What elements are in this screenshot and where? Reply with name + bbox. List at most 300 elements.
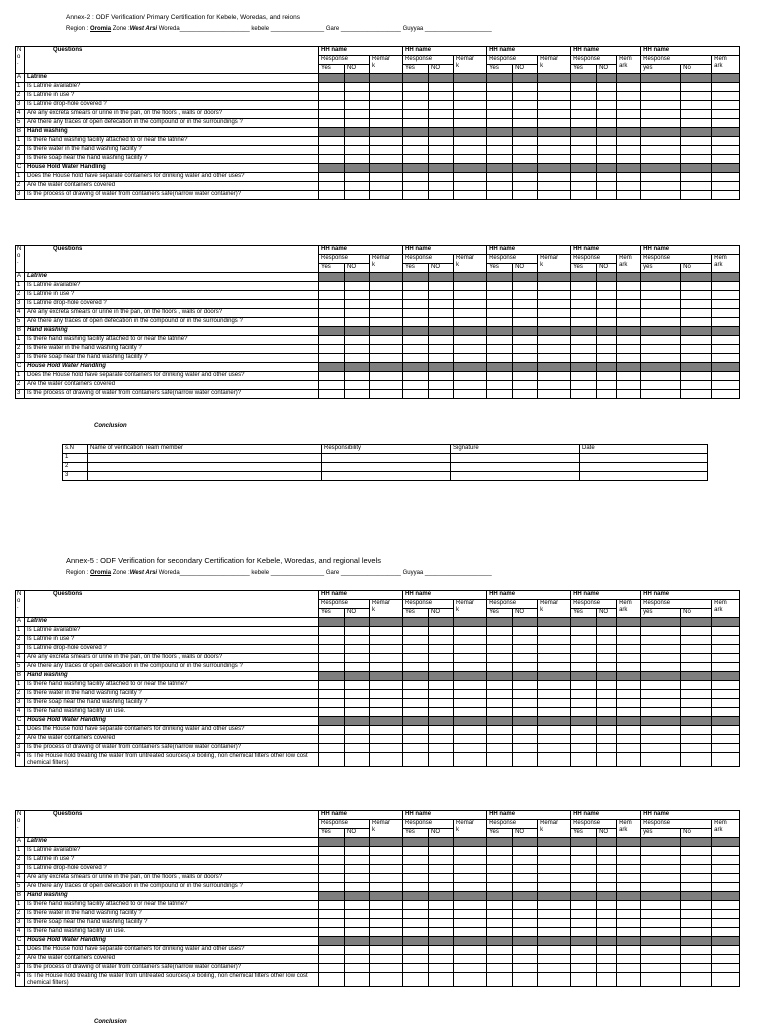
no-cell[interactable] bbox=[429, 744, 454, 753]
yes-cell[interactable] bbox=[641, 856, 681, 865]
yes-cell[interactable] bbox=[571, 119, 597, 128]
remark-cell[interactable] bbox=[454, 699, 487, 708]
no-cell[interactable] bbox=[681, 282, 712, 291]
no-cell[interactable] bbox=[429, 645, 454, 654]
no-cell[interactable] bbox=[681, 856, 712, 865]
no-cell[interactable] bbox=[345, 910, 370, 919]
yes-cell[interactable] bbox=[319, 381, 345, 390]
remark-cell[interactable] bbox=[617, 928, 641, 937]
remark-cell[interactable] bbox=[454, 300, 487, 309]
no-cell[interactable] bbox=[429, 318, 454, 327]
yes-cell[interactable] bbox=[319, 345, 345, 354]
remark-cell[interactable] bbox=[454, 690, 487, 699]
remark-cell[interactable] bbox=[370, 753, 403, 767]
remark-cell[interactable] bbox=[370, 381, 403, 390]
remark-cell[interactable] bbox=[454, 345, 487, 354]
no-cell[interactable] bbox=[345, 919, 370, 928]
remark-cell[interactable] bbox=[538, 345, 571, 354]
no-cell[interactable] bbox=[345, 865, 370, 874]
remark-cell[interactable] bbox=[370, 874, 403, 883]
no-cell[interactable] bbox=[513, 291, 538, 300]
no-cell[interactable] bbox=[681, 753, 712, 767]
yes-cell[interactable] bbox=[641, 381, 681, 390]
remark-cell[interactable] bbox=[454, 708, 487, 717]
yes-cell[interactable] bbox=[487, 681, 513, 690]
team-cell[interactable] bbox=[580, 463, 708, 472]
remark-cell[interactable] bbox=[712, 883, 740, 892]
remark-cell[interactable] bbox=[617, 681, 641, 690]
no-cell[interactable] bbox=[429, 928, 454, 937]
yes-cell[interactable] bbox=[641, 83, 681, 92]
remark-cell[interactable] bbox=[538, 690, 571, 699]
no-cell[interactable] bbox=[681, 300, 712, 309]
no-cell[interactable] bbox=[597, 182, 617, 191]
no-cell[interactable] bbox=[429, 699, 454, 708]
remark-cell[interactable] bbox=[617, 137, 641, 146]
yes-cell[interactable] bbox=[403, 910, 429, 919]
yes-cell[interactable] bbox=[319, 146, 345, 155]
remark-cell[interactable] bbox=[712, 847, 740, 856]
no-cell[interactable] bbox=[681, 390, 712, 399]
remark-cell[interactable] bbox=[617, 735, 641, 744]
no-cell[interactable] bbox=[681, 636, 712, 645]
remark-cell[interactable] bbox=[712, 910, 740, 919]
yes-cell[interactable] bbox=[319, 663, 345, 672]
remark-cell[interactable] bbox=[617, 973, 641, 987]
yes-cell[interactable] bbox=[641, 865, 681, 874]
yes-cell[interactable] bbox=[487, 345, 513, 354]
no-cell[interactable] bbox=[429, 155, 454, 164]
remark-cell[interactable] bbox=[712, 300, 740, 309]
yes-cell[interactable] bbox=[641, 191, 681, 200]
remark-cell[interactable] bbox=[712, 345, 740, 354]
no-cell[interactable] bbox=[681, 83, 712, 92]
yes-cell[interactable] bbox=[641, 372, 681, 381]
no-cell[interactable] bbox=[597, 865, 617, 874]
yes-cell[interactable] bbox=[571, 883, 597, 892]
no-cell[interactable] bbox=[513, 110, 538, 119]
yes-cell[interactable] bbox=[571, 964, 597, 973]
no-cell[interactable] bbox=[345, 137, 370, 146]
remark-cell[interactable] bbox=[538, 681, 571, 690]
remark-cell[interactable] bbox=[538, 92, 571, 101]
remark-cell[interactable] bbox=[454, 663, 487, 672]
remark-cell[interactable] bbox=[617, 874, 641, 883]
remark-cell[interactable] bbox=[617, 381, 641, 390]
remark-cell[interactable] bbox=[538, 191, 571, 200]
yes-cell[interactable] bbox=[571, 372, 597, 381]
remark-cell[interactable] bbox=[617, 92, 641, 101]
yes-cell[interactable] bbox=[641, 973, 681, 987]
no-cell[interactable] bbox=[597, 291, 617, 300]
remark-cell[interactable] bbox=[617, 83, 641, 92]
no-cell[interactable] bbox=[513, 345, 538, 354]
yes-cell[interactable] bbox=[487, 910, 513, 919]
remark-cell[interactable] bbox=[617, 744, 641, 753]
no-cell[interactable] bbox=[429, 955, 454, 964]
remark-cell[interactable] bbox=[538, 654, 571, 663]
no-cell[interactable] bbox=[597, 847, 617, 856]
no-cell[interactable] bbox=[513, 847, 538, 856]
no-cell[interactable] bbox=[513, 636, 538, 645]
team-cell[interactable] bbox=[451, 454, 580, 463]
remark-cell[interactable] bbox=[617, 919, 641, 928]
yes-cell[interactable] bbox=[487, 309, 513, 318]
remark-cell[interactable] bbox=[617, 627, 641, 636]
no-cell[interactable] bbox=[681, 345, 712, 354]
no-cell[interactable] bbox=[681, 901, 712, 910]
no-cell[interactable] bbox=[681, 155, 712, 164]
remark-cell[interactable] bbox=[538, 291, 571, 300]
yes-cell[interactable] bbox=[641, 753, 681, 767]
remark-cell[interactable] bbox=[454, 101, 487, 110]
no-cell[interactable] bbox=[345, 155, 370, 164]
yes-cell[interactable] bbox=[403, 699, 429, 708]
no-cell[interactable] bbox=[429, 636, 454, 645]
no-cell[interactable] bbox=[345, 856, 370, 865]
yes-cell[interactable] bbox=[403, 973, 429, 987]
remark-cell[interactable] bbox=[454, 182, 487, 191]
remark-cell[interactable] bbox=[538, 155, 571, 164]
no-cell[interactable] bbox=[597, 699, 617, 708]
no-cell[interactable] bbox=[681, 928, 712, 937]
no-cell[interactable] bbox=[513, 726, 538, 735]
yes-cell[interactable] bbox=[571, 973, 597, 987]
no-cell[interactable] bbox=[345, 146, 370, 155]
remark-cell[interactable] bbox=[454, 354, 487, 363]
no-cell[interactable] bbox=[597, 708, 617, 717]
remark-cell[interactable] bbox=[538, 856, 571, 865]
no-cell[interactable] bbox=[597, 654, 617, 663]
yes-cell[interactable] bbox=[641, 735, 681, 744]
no-cell[interactable] bbox=[513, 663, 538, 672]
no-cell[interactable] bbox=[681, 309, 712, 318]
remark-cell[interactable] bbox=[370, 847, 403, 856]
no-cell[interactable] bbox=[429, 856, 454, 865]
yes-cell[interactable] bbox=[319, 372, 345, 381]
remark-cell[interactable] bbox=[370, 654, 403, 663]
no-cell[interactable] bbox=[681, 146, 712, 155]
yes-cell[interactable] bbox=[403, 137, 429, 146]
remark-cell[interactable] bbox=[454, 735, 487, 744]
no-cell[interactable] bbox=[429, 874, 454, 883]
yes-cell[interactable] bbox=[487, 928, 513, 937]
remark-cell[interactable] bbox=[617, 300, 641, 309]
no-cell[interactable] bbox=[513, 372, 538, 381]
yes-cell[interactable] bbox=[403, 191, 429, 200]
no-cell[interactable] bbox=[597, 964, 617, 973]
yes-cell[interactable] bbox=[403, 636, 429, 645]
remark-cell[interactable] bbox=[538, 744, 571, 753]
no-cell[interactable] bbox=[597, 919, 617, 928]
no-cell[interactable] bbox=[513, 627, 538, 636]
yes-cell[interactable] bbox=[571, 865, 597, 874]
no-cell[interactable] bbox=[345, 390, 370, 399]
no-cell[interactable] bbox=[345, 883, 370, 892]
yes-cell[interactable] bbox=[487, 919, 513, 928]
no-cell[interactable] bbox=[513, 137, 538, 146]
no-cell[interactable] bbox=[429, 690, 454, 699]
yes-cell[interactable] bbox=[403, 681, 429, 690]
yes-cell[interactable] bbox=[319, 92, 345, 101]
no-cell[interactable] bbox=[429, 101, 454, 110]
no-cell[interactable] bbox=[513, 390, 538, 399]
no-cell[interactable] bbox=[345, 744, 370, 753]
remark-cell[interactable] bbox=[712, 146, 740, 155]
no-cell[interactable] bbox=[345, 874, 370, 883]
yes-cell[interactable] bbox=[571, 910, 597, 919]
no-cell[interactable] bbox=[597, 955, 617, 964]
remark-cell[interactable] bbox=[538, 973, 571, 987]
no-cell[interactable] bbox=[345, 627, 370, 636]
no-cell[interactable] bbox=[681, 182, 712, 191]
no-cell[interactable] bbox=[429, 919, 454, 928]
no-cell[interactable] bbox=[681, 744, 712, 753]
no-cell[interactable] bbox=[513, 300, 538, 309]
yes-cell[interactable] bbox=[403, 92, 429, 101]
remark-cell[interactable] bbox=[617, 964, 641, 973]
remark-cell[interactable] bbox=[370, 390, 403, 399]
no-cell[interactable] bbox=[681, 910, 712, 919]
remark-cell[interactable] bbox=[617, 856, 641, 865]
no-cell[interactable] bbox=[513, 182, 538, 191]
remark-cell[interactable] bbox=[370, 726, 403, 735]
yes-cell[interactable] bbox=[319, 155, 345, 164]
yes-cell[interactable] bbox=[319, 699, 345, 708]
remark-cell[interactable] bbox=[617, 101, 641, 110]
yes-cell[interactable] bbox=[487, 964, 513, 973]
no-cell[interactable] bbox=[429, 282, 454, 291]
no-cell[interactable] bbox=[345, 282, 370, 291]
yes-cell[interactable] bbox=[487, 173, 513, 182]
remark-cell[interactable] bbox=[454, 191, 487, 200]
yes-cell[interactable] bbox=[319, 910, 345, 919]
yes-cell[interactable] bbox=[403, 726, 429, 735]
remark-cell[interactable] bbox=[538, 645, 571, 654]
no-cell[interactable] bbox=[429, 336, 454, 345]
no-cell[interactable] bbox=[429, 627, 454, 636]
no-cell[interactable] bbox=[597, 910, 617, 919]
yes-cell[interactable] bbox=[571, 681, 597, 690]
yes-cell[interactable] bbox=[319, 119, 345, 128]
remark-cell[interactable] bbox=[370, 309, 403, 318]
yes-cell[interactable] bbox=[403, 291, 429, 300]
remark-cell[interactable] bbox=[538, 928, 571, 937]
yes-cell[interactable] bbox=[403, 735, 429, 744]
yes-cell[interactable] bbox=[487, 110, 513, 119]
yes-cell[interactable] bbox=[319, 919, 345, 928]
no-cell[interactable] bbox=[681, 654, 712, 663]
no-cell[interactable] bbox=[597, 681, 617, 690]
remark-cell[interactable] bbox=[538, 865, 571, 874]
remark-cell[interactable] bbox=[538, 699, 571, 708]
remark-cell[interactable] bbox=[370, 119, 403, 128]
remark-cell[interactable] bbox=[454, 910, 487, 919]
yes-cell[interactable] bbox=[403, 856, 429, 865]
yes-cell[interactable] bbox=[403, 928, 429, 937]
remark-cell[interactable] bbox=[712, 282, 740, 291]
remark-cell[interactable] bbox=[712, 654, 740, 663]
yes-cell[interactable] bbox=[403, 883, 429, 892]
remark-cell[interactable] bbox=[538, 883, 571, 892]
yes-cell[interactable] bbox=[319, 883, 345, 892]
yes-cell[interactable] bbox=[571, 101, 597, 110]
remark-cell[interactable] bbox=[370, 282, 403, 291]
remark-cell[interactable] bbox=[617, 955, 641, 964]
no-cell[interactable] bbox=[345, 318, 370, 327]
yes-cell[interactable] bbox=[319, 946, 345, 955]
yes-cell[interactable] bbox=[403, 318, 429, 327]
no-cell[interactable] bbox=[345, 699, 370, 708]
remark-cell[interactable] bbox=[370, 973, 403, 987]
remark-cell[interactable] bbox=[617, 336, 641, 345]
remark-cell[interactable] bbox=[538, 182, 571, 191]
yes-cell[interactable] bbox=[403, 110, 429, 119]
yes-cell[interactable] bbox=[319, 874, 345, 883]
yes-cell[interactable] bbox=[487, 191, 513, 200]
remark-cell[interactable] bbox=[617, 354, 641, 363]
no-cell[interactable] bbox=[345, 955, 370, 964]
yes-cell[interactable] bbox=[319, 865, 345, 874]
remark-cell[interactable] bbox=[712, 173, 740, 182]
yes-cell[interactable] bbox=[403, 874, 429, 883]
yes-cell[interactable] bbox=[403, 381, 429, 390]
remark-cell[interactable] bbox=[617, 699, 641, 708]
remark-cell[interactable] bbox=[454, 856, 487, 865]
yes-cell[interactable] bbox=[571, 645, 597, 654]
yes-cell[interactable] bbox=[403, 336, 429, 345]
no-cell[interactable] bbox=[513, 973, 538, 987]
remark-cell[interactable] bbox=[617, 372, 641, 381]
yes-cell[interactable] bbox=[403, 119, 429, 128]
no-cell[interactable] bbox=[513, 690, 538, 699]
no-cell[interactable] bbox=[597, 690, 617, 699]
no-cell[interactable] bbox=[681, 372, 712, 381]
no-cell[interactable] bbox=[681, 708, 712, 717]
remark-cell[interactable] bbox=[617, 946, 641, 955]
remark-cell[interactable] bbox=[454, 681, 487, 690]
no-cell[interactable] bbox=[345, 708, 370, 717]
yes-cell[interactable] bbox=[403, 919, 429, 928]
remark-cell[interactable] bbox=[617, 708, 641, 717]
no-cell[interactable] bbox=[345, 309, 370, 318]
remark-cell[interactable] bbox=[712, 627, 740, 636]
no-cell[interactable] bbox=[513, 309, 538, 318]
no-cell[interactable] bbox=[681, 381, 712, 390]
team-cell[interactable] bbox=[580, 454, 708, 463]
remark-cell[interactable] bbox=[370, 92, 403, 101]
yes-cell[interactable] bbox=[571, 318, 597, 327]
no-cell[interactable] bbox=[345, 753, 370, 767]
remark-cell[interactable] bbox=[454, 318, 487, 327]
yes-cell[interactable] bbox=[487, 137, 513, 146]
yes-cell[interactable] bbox=[487, 336, 513, 345]
no-cell[interactable] bbox=[513, 919, 538, 928]
remark-cell[interactable] bbox=[712, 681, 740, 690]
remark-cell[interactable] bbox=[538, 964, 571, 973]
remark-cell[interactable] bbox=[370, 901, 403, 910]
remark-cell[interactable] bbox=[538, 735, 571, 744]
no-cell[interactable] bbox=[345, 291, 370, 300]
remark-cell[interactable] bbox=[454, 137, 487, 146]
no-cell[interactable] bbox=[429, 300, 454, 309]
yes-cell[interactable] bbox=[487, 300, 513, 309]
yes-cell[interactable] bbox=[403, 345, 429, 354]
remark-cell[interactable] bbox=[370, 345, 403, 354]
yes-cell[interactable] bbox=[571, 901, 597, 910]
remark-cell[interactable] bbox=[617, 345, 641, 354]
yes-cell[interactable] bbox=[641, 744, 681, 753]
no-cell[interactable] bbox=[513, 191, 538, 200]
no-cell[interactable] bbox=[681, 955, 712, 964]
no-cell[interactable] bbox=[681, 645, 712, 654]
remark-cell[interactable] bbox=[712, 973, 740, 987]
yes-cell[interactable] bbox=[487, 735, 513, 744]
no-cell[interactable] bbox=[513, 83, 538, 92]
remark-cell[interactable] bbox=[712, 663, 740, 672]
remark-cell[interactable] bbox=[454, 636, 487, 645]
remark-cell[interactable] bbox=[712, 753, 740, 767]
yes-cell[interactable] bbox=[571, 946, 597, 955]
remark-cell[interactable] bbox=[454, 865, 487, 874]
remark-cell[interactable] bbox=[538, 874, 571, 883]
yes-cell[interactable] bbox=[319, 753, 345, 767]
yes-cell[interactable] bbox=[319, 955, 345, 964]
remark-cell[interactable] bbox=[454, 654, 487, 663]
yes-cell[interactable] bbox=[319, 282, 345, 291]
yes-cell[interactable] bbox=[641, 146, 681, 155]
yes-cell[interactable] bbox=[319, 901, 345, 910]
no-cell[interactable] bbox=[681, 291, 712, 300]
yes-cell[interactable] bbox=[403, 182, 429, 191]
remark-cell[interactable] bbox=[370, 919, 403, 928]
no-cell[interactable] bbox=[345, 83, 370, 92]
yes-cell[interactable] bbox=[571, 83, 597, 92]
remark-cell[interactable] bbox=[454, 336, 487, 345]
no-cell[interactable] bbox=[513, 119, 538, 128]
no-cell[interactable] bbox=[429, 110, 454, 119]
no-cell[interactable] bbox=[345, 191, 370, 200]
remark-cell[interactable] bbox=[712, 928, 740, 937]
no-cell[interactable] bbox=[345, 847, 370, 856]
remark-cell[interactable] bbox=[712, 856, 740, 865]
no-cell[interactable] bbox=[345, 636, 370, 645]
no-cell[interactable] bbox=[681, 726, 712, 735]
remark-cell[interactable] bbox=[454, 372, 487, 381]
remark-cell[interactable] bbox=[370, 735, 403, 744]
remark-cell[interactable] bbox=[370, 110, 403, 119]
remark-cell[interactable] bbox=[454, 928, 487, 937]
no-cell[interactable] bbox=[597, 336, 617, 345]
remark-cell[interactable] bbox=[370, 744, 403, 753]
no-cell[interactable] bbox=[681, 690, 712, 699]
no-cell[interactable] bbox=[429, 708, 454, 717]
no-cell[interactable] bbox=[513, 856, 538, 865]
no-cell[interactable] bbox=[345, 110, 370, 119]
yes-cell[interactable] bbox=[403, 390, 429, 399]
no-cell[interactable] bbox=[597, 856, 617, 865]
remark-cell[interactable] bbox=[712, 318, 740, 327]
yes-cell[interactable] bbox=[487, 372, 513, 381]
no-cell[interactable] bbox=[429, 291, 454, 300]
no-cell[interactable] bbox=[681, 874, 712, 883]
no-cell[interactable] bbox=[513, 865, 538, 874]
yes-cell[interactable] bbox=[571, 744, 597, 753]
yes-cell[interactable] bbox=[403, 708, 429, 717]
yes-cell[interactable] bbox=[403, 309, 429, 318]
yes-cell[interactable] bbox=[571, 654, 597, 663]
yes-cell[interactable] bbox=[571, 137, 597, 146]
